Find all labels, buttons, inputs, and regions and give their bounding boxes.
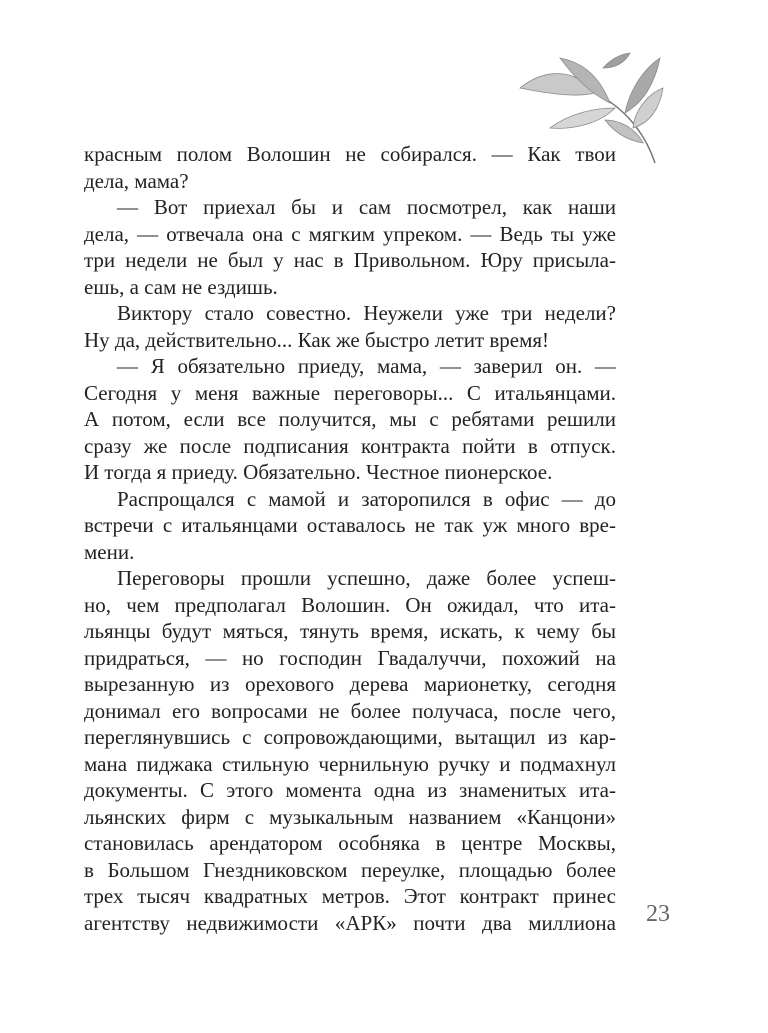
text-line: переглянувшись с сопровождающими, вытащил из кар- xyxy=(84,725,616,749)
text-line: мени. xyxy=(84,539,135,564)
text-line: Ну да, действительно... Как же быстро летит время! xyxy=(84,327,550,352)
text-line: становилась арендатором особняка в центре Москвы, xyxy=(84,831,616,855)
text-line: дела, — отвечала она с мягким упреком. — Ведь ты уже xyxy=(84,221,616,246)
text-line: — Вот приехал бы и сам посмотрел, как наши xyxy=(117,195,616,219)
text-line: трех тысяч квадратных метров. Этот контракт принес xyxy=(84,884,616,908)
text-line: Виктору стало совестно. Неужели уже три недели? xyxy=(117,301,616,325)
text-line: ешь, а сам не ездишь. xyxy=(84,274,278,299)
text-line: льянских фирм с музыкальным названием «Канцони» xyxy=(84,804,616,829)
text-line: мана пиджака стильную чернильную ручку и подмахнул xyxy=(84,751,616,776)
text-line: в Большом Гнездниковском переулке, площадью более xyxy=(84,857,616,882)
text-line: Распрощался с мамой и заторопился в офис — до xyxy=(117,486,616,511)
text-line: документы. С этого момента одна из знаменитых ита- xyxy=(84,778,616,802)
text-line: льянцы будут мяться, тянуть время, искать, к чему бы xyxy=(84,619,616,643)
text-line: И тогда я приеду. Обязательно. Честное пионерское. xyxy=(84,460,553,484)
text-line: Переговоры прошли успешно, даже более успеш- xyxy=(117,566,616,590)
text-line: красным полом Волошин не собирался. — Как твои xyxy=(84,142,616,166)
text-line: донимал его вопросами не более получаса, после чего, xyxy=(84,698,616,723)
page-number: 23 xyxy=(646,901,670,927)
text-line: агентству недвижимости «АРК» почти два миллиона xyxy=(84,910,616,935)
text-line: встречи с итальянцами оставалось не так уж много вре- xyxy=(84,513,616,537)
body-text xyxy=(84,141,616,936)
text-line: но, чем предполагал Волошин. Он ожидал, что ита- xyxy=(84,592,616,617)
text-line: дела, мама? xyxy=(84,168,189,193)
text-line: придраться, — но господин Гвадалуччи, похожий на xyxy=(84,645,616,670)
text-line: вырезанную из орехового дерева марионетку, сегодня xyxy=(84,672,616,696)
text-line: сразу же после подписания контракта пойти в отпуск. xyxy=(84,433,616,458)
text-line: Сегодня у меня важные переговоры... С итальянцами. xyxy=(84,380,616,405)
text-line: три недели не был у нас в Привольном. Юру присыла- xyxy=(84,248,616,272)
text-line: — Я обязательно приеду, мама, — заверил он. — xyxy=(117,354,616,378)
text-line: А потом, если все получится, мы с ребятами решили xyxy=(84,407,616,431)
